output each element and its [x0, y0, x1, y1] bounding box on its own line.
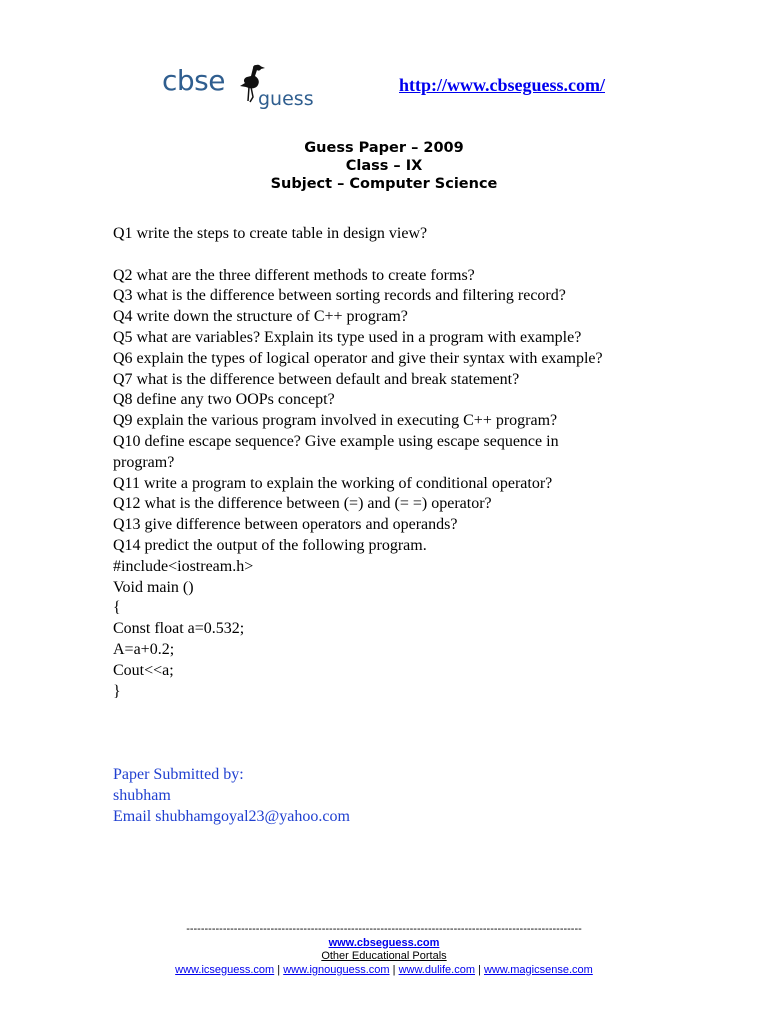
question-line: Q2 what are the three different methods to create forms?	[113, 266, 475, 284]
link-separator: |	[274, 963, 284, 976]
blank-line	[113, 245, 673, 266]
footer-divider: ------------------------------------------------------------------------------------------------------------	[186, 923, 582, 935]
question-line: Q13 give difference between operators and operands?	[113, 516, 458, 534]
cbseguess-logo	[162, 64, 322, 116]
question-list	[113, 224, 673, 702]
submitted-by-label: Paper Submitted by:	[113, 766, 244, 783]
title-line-class: Class – IX	[345, 158, 423, 174]
question-line: Q8 define any two OOPs concept?	[113, 391, 335, 409]
portal-link-ignouguess[interactable]: www.ignouguess.com	[283, 963, 390, 976]
code-line: A=a+0.2;	[113, 640, 175, 658]
logo-text-cbse: cbse	[162, 64, 225, 97]
title-line-subject: Subject – Computer Science	[270, 176, 498, 192]
portal-link-icseguess[interactable]: www.icseguess.com	[175, 963, 275, 976]
portal-link-dulife[interactable]: www.dulife.com	[398, 963, 475, 976]
question-line: Q3 what is the difference between sorting records and filtering record?	[113, 287, 566, 305]
paper-title	[0, 139, 768, 193]
code-line: }	[113, 682, 121, 700]
code-line: {	[113, 599, 121, 617]
question-line: Q11 write a program to explain the working of conditional operator?	[113, 474, 553, 492]
portal-link-magicsense[interactable]: www.magicsense.com	[483, 963, 593, 976]
question-line: Q1 write the steps to create table in design view?	[113, 225, 428, 242]
site-url-link[interactable]: http://www.cbseguess.com/	[399, 75, 605, 95]
question-line: Q14 predict the output of the following program.	[113, 536, 427, 554]
question-line: program?	[113, 453, 175, 471]
code-line: #include<iostream.h>	[113, 557, 254, 575]
code-line: Void main ()	[113, 578, 194, 596]
footer-main-link[interactable]: www.cbseguess.com	[328, 936, 440, 949]
code-line: Const float a=0.532;	[113, 620, 245, 638]
submitter-name: shubham	[113, 786, 171, 804]
page-footer	[0, 923, 768, 977]
submitter-email: Email shubhamgoyal23@yahoo.com	[113, 807, 350, 825]
question-line: Q12 what is the difference between (=) and (= =) operator?	[113, 495, 492, 513]
question-line: Q6 explain the types of logical operator and give their syntax with example?	[113, 349, 603, 367]
link-separator: |	[475, 963, 484, 976]
link-separator: |	[389, 963, 399, 976]
question-line: Q10 define escape sequence? Give example using escape sequence in	[113, 432, 559, 450]
title-line-paper: Guess Paper – 2009	[304, 140, 464, 156]
submission-info	[113, 765, 350, 827]
logo-text-guess: guess	[258, 88, 314, 110]
question-line: Q4 write down the structure of C++ program?	[113, 308, 408, 326]
portals-label: Other Educational Portals	[321, 950, 447, 962]
question-line: Q7 what is the difference between default and break statement?	[113, 370, 520, 388]
question-line: Q9 explain the various program involved in executing C++ program?	[113, 412, 558, 430]
code-line: Cout<<a;	[113, 661, 174, 679]
question-line: Q5 what are variables? Explain its type used in a program with example?	[113, 328, 582, 346]
portal-links	[0, 964, 768, 978]
